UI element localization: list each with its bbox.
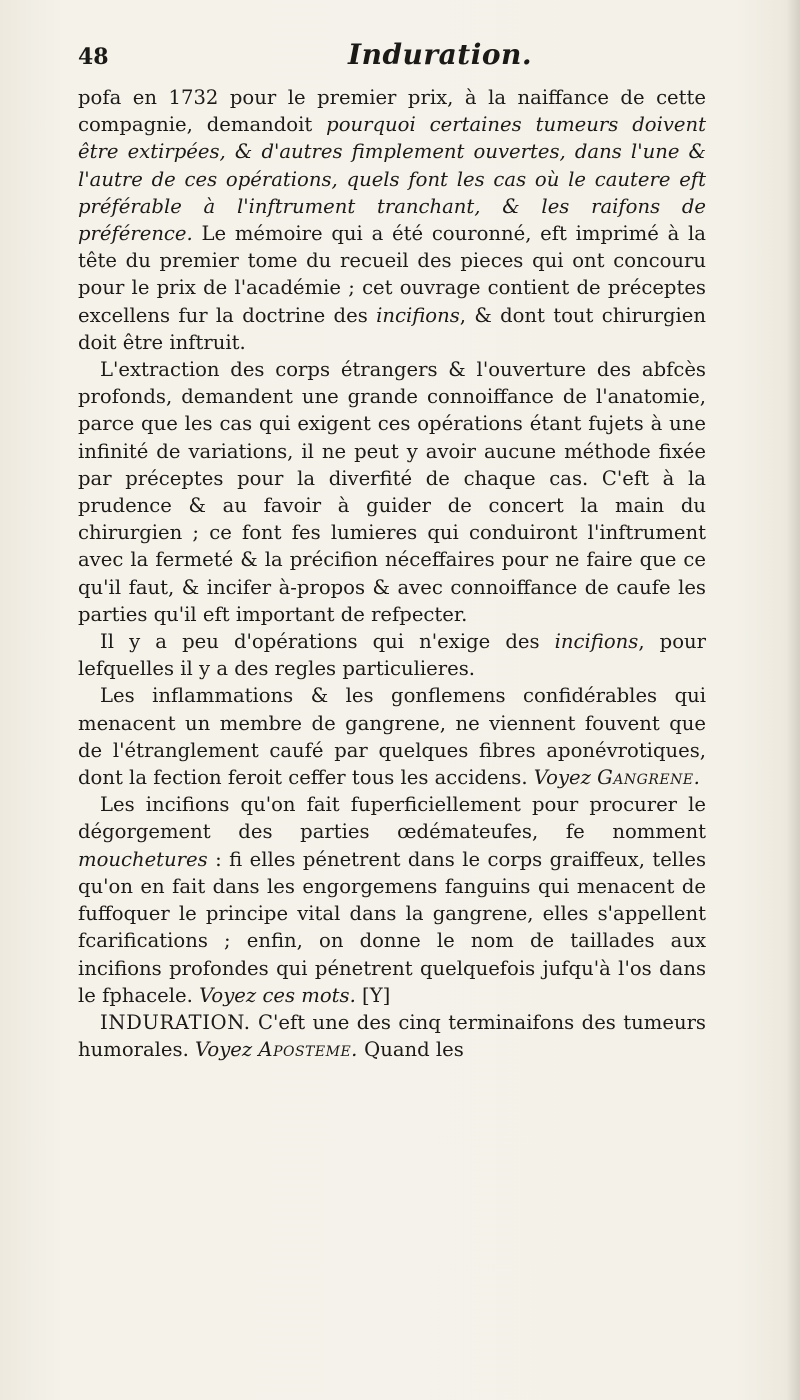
italic-text: Voyez bbox=[533, 766, 591, 790]
body-text bbox=[78, 84, 706, 1063]
italic-text: Voyez bbox=[195, 1038, 253, 1062]
text-run: L'extraction des corps étrangers & l'ouverture des abfcès profonds, demandent une grande connoiffance de l'anatomie, parce que les cas qui exigent ces opérations étant fujets à une infinité de variations, il ne peut y avoir aucune méthode fixée par préceptes pour la diverfité de chaque cas. C'eft à la prudence & au favoir à guider de concert la main du chirurgien ; ce font fes lumieres qui conduiront l'inftrument avec la fermeté & la précifion néceffaires pour ne faire que ce qu'il faut, & incifer à-propos & avec connoiffance de caufe les parties qu'il eft important de refpecter. bbox=[78, 358, 706, 626]
paragraph bbox=[78, 1009, 706, 1063]
italic-text: Voyez ces mots. bbox=[199, 983, 356, 1007]
cross-reference: Gangrene. bbox=[597, 766, 701, 790]
page-header bbox=[78, 38, 688, 82]
text-run: C'eft une des cinq terminaifons des tumeurs humorales. bbox=[78, 1010, 706, 1062]
text-run: [Y] bbox=[355, 983, 391, 1007]
text-run: pofa en 1732 pour le premier prix, à la naiffance de cette compagnie, demandoit bbox=[78, 86, 706, 137]
paragraph bbox=[78, 628, 706, 682]
page-edge-shadow bbox=[786, 0, 800, 1400]
page-number: 48 bbox=[78, 44, 109, 70]
text-run: Le mémoire qui a été couronné, eft imprimé à la tête du premier tome du recueil des pieces qui ont concouru pour le prix de l'académie ; cet ouvrage contient de préceptes excellens fur la doctrine des bbox=[78, 222, 706, 327]
text-run: Les inflammations & les gonflemens confidérables qui menacent un membre de gangrene, ne viennent fouvent que de l'étranglement caufé par quelques fibres aponévrotiques, dont la fection feroit ceffer tous les accidens. bbox=[78, 684, 706, 790]
italic-text: pourquoi certaines tumeurs doivent être extirpées, & d'autres fimplement ouvertes, dans l'une & l'autre de ces opérations, quels font les cas où le cautere eft préférable à l'inftrument tranchant, & les raifons de préférence. bbox=[78, 113, 706, 246]
text-run: Les incifions qu'on fait fuperficiellement pour procurer le dégorgement des parties œdémateufes, fe nomment bbox=[78, 793, 706, 844]
paragraph bbox=[78, 682, 706, 791]
entry-headword: INDURATION. bbox=[100, 1010, 251, 1034]
text-run: Il y a peu d'opérations qui n'exige des bbox=[100, 630, 555, 654]
running-head: Induration. bbox=[348, 38, 533, 71]
text-run: Quand les bbox=[357, 1038, 464, 1062]
italic-text: incifions bbox=[376, 303, 460, 327]
text-run: , pour lefquelles il y a des regles particulieres. bbox=[78, 630, 706, 681]
text-run: : fi elles pénetrent dans le corps graiffeux, telles qu'on en fait dans les engorgemens fanguins qui menacent de fuffoquer le principe vital dans la gangrene, elles s'appellent fcarifications ; enfin, on donne le nom de taillades aux incifions profondes qui pénetrent quelquefois jufqu'à l'os dans le fphacele. bbox=[78, 847, 706, 1007]
text-run: , & dont tout chirurgien doit être inftruit. bbox=[78, 303, 706, 354]
italic-text: incifions bbox=[554, 630, 639, 654]
paragraph bbox=[78, 791, 706, 1009]
cross-reference: Aposteme. bbox=[258, 1038, 358, 1062]
paragraph bbox=[78, 356, 706, 628]
paragraph bbox=[78, 84, 706, 356]
italic-text: mouchetures bbox=[78, 847, 208, 871]
